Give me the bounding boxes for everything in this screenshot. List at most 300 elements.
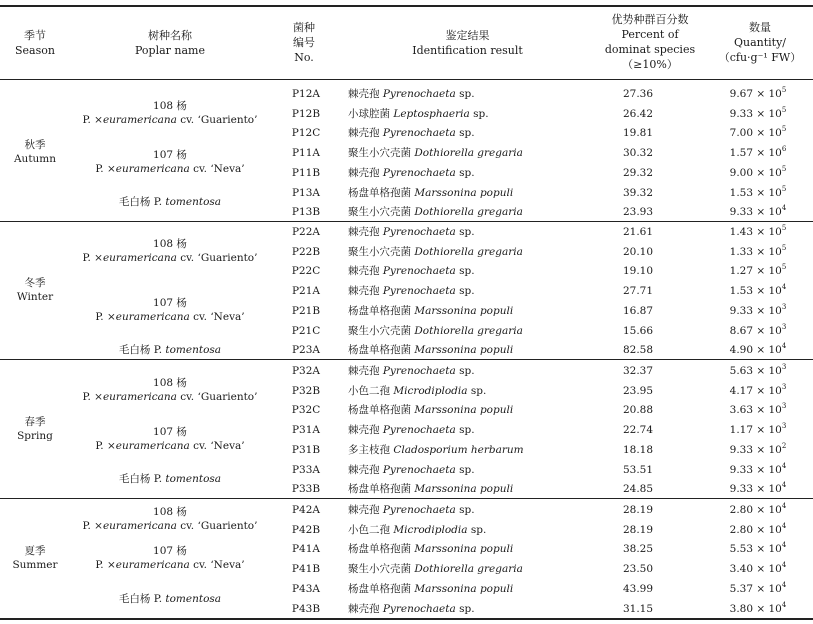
identification: [348, 482, 513, 496]
poplar-sci-prefix: P.: [153, 196, 166, 209]
identification-suffix: sp.: [455, 602, 475, 615]
identification-zh: 棘壳孢: [348, 127, 380, 140]
header-season-en: Season: [15, 44, 55, 57]
header-ident-en: Identification result: [412, 44, 523, 57]
header-percent-en1: Percent of: [621, 28, 679, 41]
header-season-zh: 季节: [24, 29, 46, 42]
strain-number: P22A: [291, 226, 320, 238]
identification-suffix: sp.: [455, 463, 475, 476]
quantity-value: $1.53 \times 10^4$: [729, 283, 787, 298]
strain-number: P13A: [291, 186, 320, 199]
identification: [348, 284, 475, 298]
identification-zh: 棘壳孢: [348, 166, 380, 179]
dominant-percent: 82.58: [622, 344, 654, 357]
poplar-sci-prefix: P. ×: [95, 559, 116, 572]
identification-sci: Pyrenochaeta: [382, 127, 456, 140]
quantity-exponent: 5: [781, 164, 787, 173]
identification: [348, 225, 475, 239]
identification-zh: 小色二孢: [348, 384, 390, 397]
poplar-sci-name: euramericana: [115, 310, 190, 323]
strain-number: P12B: [291, 107, 321, 120]
poplar-sci-prefix: P. ×: [82, 251, 103, 264]
quantity-value: $5.53 \times 10^4$: [729, 541, 787, 556]
header-quantity-en: Quantity/: [733, 36, 787, 49]
identification: [348, 146, 523, 160]
identification-zh: 棘壳孢: [348, 285, 380, 298]
identification-suffix: sp.: [467, 523, 487, 536]
season-en: Summer: [12, 559, 58, 572]
strain-number: P42B: [291, 523, 321, 536]
quantity-exponent: 4: [781, 461, 787, 470]
identification-suffix: sp.: [455, 365, 475, 377]
identification-zh: 棘壳孢: [348, 602, 380, 615]
strain-number: P11A: [291, 147, 320, 160]
identification: [348, 523, 486, 537]
poplar-name-zh: 108 杨: [153, 376, 187, 389]
poplar-line: [60, 195, 280, 209]
quantity-value: $9.33 \times 10^4$: [729, 461, 787, 476]
identification-zh: 多主枝孢: [348, 443, 390, 456]
quantity-mantissa: 9.33: [729, 107, 754, 120]
quantity-value: $8.67 \times 10^3$: [729, 322, 787, 337]
poplar-line-zh: [60, 237, 280, 251]
dominant-percent: 26.42: [622, 107, 654, 120]
poplar-line-sci: [60, 390, 280, 404]
header-quantity: [714, 20, 806, 65]
header-percent-en2: dominat species: [604, 43, 696, 56]
quantity-exponent: 4: [781, 580, 787, 589]
poplar-name: [60, 592, 280, 606]
quantity-value: $1.17 \times 10^3$: [729, 422, 787, 437]
identification: [348, 245, 523, 259]
identification: [348, 562, 523, 576]
quantity-value: $9.33 \times 10^2$: [729, 441, 787, 456]
season-separator: [0, 359, 813, 360]
dominant-percent: 27.71: [622, 285, 654, 298]
poplar-line: [60, 472, 280, 486]
identification: [348, 463, 475, 477]
quantity-value: $9.67 \times 10^5$: [729, 86, 787, 100]
poplar-name: [60, 425, 280, 453]
strain-number: P22B: [291, 245, 321, 258]
header-rule: [0, 79, 813, 80]
poplar-name-zh: 毛白杨: [118, 592, 154, 605]
poplar-cultivar: cv. ‘Guariento’: [176, 519, 258, 532]
quantity-mantissa: 2.80: [729, 504, 754, 516]
identification: [348, 582, 513, 596]
strain-number: P33B: [291, 483, 321, 496]
quantity-exponent: 3: [781, 322, 787, 331]
quantity-mantissa: 9.33: [729, 304, 754, 317]
identification: [348, 205, 523, 219]
dominant-percent: 43.99: [622, 582, 654, 595]
identification: [348, 503, 475, 517]
header-strain-zh1: 菌种: [293, 21, 315, 34]
strain-number: P31B: [291, 443, 321, 456]
season-separator: [0, 221, 813, 222]
season-en: Spring: [17, 429, 53, 442]
dominant-percent: 22.74: [622, 424, 654, 437]
poplar-name-zh: 108 杨: [153, 237, 187, 250]
poplar-name-zh: 毛白杨: [118, 196, 154, 209]
identification-zh: 小球腔菌: [348, 107, 390, 120]
quantity-mantissa: 1.33: [729, 245, 754, 258]
bottom-rule: [0, 618, 813, 620]
poplar-sci-name: euramericana: [102, 251, 177, 264]
quantity-value: $3.40 \times 10^4$: [729, 561, 787, 576]
identification-zh: 杨盘单格孢菌: [348, 483, 411, 496]
strain-number: P43A: [291, 582, 320, 595]
identification: [348, 403, 513, 417]
identification-zh: 杨盘单格孢菌: [348, 543, 411, 556]
header-strain-en: No.: [294, 51, 314, 64]
dominant-percent: 21.61: [622, 226, 654, 238]
header-strain: [278, 20, 330, 65]
identification-zh: 棘壳孢: [348, 226, 380, 238]
season-en: Autumn: [13, 152, 57, 165]
identification-suffix: sp.: [455, 265, 475, 278]
quantity-mantissa: 4.90: [729, 344, 754, 357]
dominant-percent: 29.32: [622, 166, 654, 179]
poplar-line-zh: [60, 505, 280, 519]
quantity-value: $1.43 \times 10^5$: [729, 224, 787, 238]
quantity-exponent: 4: [781, 342, 787, 351]
poplar-cultivar: cv. ‘Neva’: [189, 162, 245, 175]
quantity-exponent: 5: [781, 224, 787, 232]
identification-sci: Dothiorella gregaria: [414, 147, 523, 160]
quantity-mantissa: 5.53: [729, 543, 754, 556]
identification: [348, 87, 475, 101]
quantity-exponent: 3: [781, 402, 787, 411]
quantity-value: $2.80 \times 10^4$: [729, 521, 787, 536]
quantity-mantissa: 3.80: [729, 602, 754, 615]
strain-number: P12C: [291, 127, 321, 140]
quantity-value: $1.33 \times 10^5$: [729, 243, 787, 258]
poplar-line: [60, 592, 280, 606]
poplar-sci-name: euramericana: [102, 390, 177, 403]
dominant-percent: 39.32: [622, 186, 654, 199]
identification: [348, 324, 523, 338]
identification-zh: 聚生小穴壳菌: [348, 563, 411, 576]
quantity-value: $2.80 \times 10^4$: [729, 502, 787, 516]
quantity-exponent: 3: [781, 382, 787, 391]
header-ident: [340, 28, 595, 58]
dominant-percent: 24.85: [622, 483, 654, 496]
poplar-sci-prefix: P. ×: [82, 390, 103, 403]
header-poplar-zh: 树种名称: [148, 29, 192, 42]
identification-sci: Pyrenochaeta: [382, 365, 456, 377]
header-quantity-unit: （cfu·g⁻¹ FW）: [718, 51, 802, 64]
identification-zh: 棘壳孢: [348, 365, 380, 377]
identification-suffix: sp.: [455, 285, 475, 298]
identification-sci: Dothiorella gregaria: [414, 324, 523, 337]
quantity-value: $4.17 \times 10^3$: [729, 382, 787, 397]
poplar-sci-name: tomentosa: [165, 592, 222, 605]
strain-number: P22C: [291, 265, 321, 278]
identification: [348, 602, 475, 616]
quantity-mantissa: 9.00: [729, 166, 754, 179]
identification-zh: 聚生小穴壳菌: [348, 245, 411, 258]
poplar-sci-name: euramericana: [115, 559, 190, 572]
strain-number: P43B: [291, 602, 321, 615]
quantity-mantissa: 3.63: [729, 404, 754, 417]
poplar-name: [60, 544, 280, 572]
quantity-mantissa: 4.17: [729, 384, 754, 397]
dominant-percent: 27.36: [622, 88, 654, 100]
poplar-sci-name: euramericana: [115, 439, 190, 452]
identification: [348, 423, 475, 437]
quantity-exponent: 4: [781, 600, 787, 609]
dominant-percent: 30.32: [622, 147, 654, 160]
dominant-percent: 20.88: [622, 404, 654, 417]
identification-sci: Marssonina populi: [414, 344, 514, 357]
poplar-sci-prefix: P.: [153, 592, 166, 605]
strain-number: P13B: [291, 206, 321, 219]
identification: [348, 126, 475, 140]
strain-number: P21B: [291, 304, 321, 317]
quantity-mantissa: 5.63: [729, 365, 754, 377]
poplar-line-sci: [60, 519, 280, 533]
season-separator: [0, 498, 813, 499]
header-percent-threshold: （≥10%）: [622, 58, 678, 71]
poplar-sci-name: tomentosa: [165, 196, 222, 209]
poplar-line-sci: [60, 113, 280, 127]
identification-sci: Marssonina populi: [414, 483, 514, 496]
quantity-exponent: 5: [781, 105, 787, 114]
poplar-name-zh: 108 杨: [153, 99, 187, 112]
poplar-cultivar: cv. ‘Guariento’: [176, 113, 258, 126]
quantity-value: $9.33 \times 10^4$: [729, 481, 787, 496]
poplar-sci-prefix: P. ×: [95, 162, 116, 175]
identification-zh: 聚生小穴壳菌: [348, 206, 411, 219]
quantity-value: $3.80 \times 10^4$: [729, 600, 787, 615]
identification-zh: 杨盘单格孢菌: [348, 186, 411, 199]
identification-suffix: sp.: [467, 384, 487, 397]
poplar-sci-prefix: P. ×: [82, 519, 103, 532]
quantity-value: $4.90 \times 10^4$: [729, 342, 787, 357]
identification-sci: Marssonina populi: [414, 582, 514, 595]
quantity-mantissa: 8.67: [729, 324, 754, 337]
quantity-value: $5.37 \times 10^4$: [729, 580, 787, 595]
season-zh: 秋季: [24, 138, 46, 151]
poplar-sci-prefix: P. ×: [82, 113, 103, 126]
poplar-line-sci: [60, 558, 280, 572]
identification-suffix: sp.: [455, 166, 475, 179]
quantity-exponent: 3: [781, 422, 787, 431]
poplar-sci-name: euramericana: [115, 162, 190, 175]
identification-suffix: sp.: [455, 504, 475, 516]
poplar-line-zh: [60, 296, 280, 310]
identification-zh: 杨盘单格孢菌: [348, 404, 411, 417]
quantity-exponent: 4: [781, 502, 787, 510]
identification: [348, 364, 475, 378]
identification: [348, 264, 475, 278]
strain-number: P31A: [291, 424, 320, 437]
identification-suffix: sp.: [455, 226, 475, 238]
poplar-line-zh: [60, 148, 280, 162]
poplar-name: [60, 343, 280, 357]
identification-sci: Cladosporium herbarum: [393, 443, 524, 456]
dominant-percent: 16.87: [622, 304, 654, 317]
poplar-sci-name: tomentosa: [165, 344, 222, 357]
identification-suffix: sp.: [469, 107, 489, 120]
dominant-percent: 15.66: [622, 324, 654, 337]
quantity-exponent: 6: [781, 145, 787, 154]
strain-number: P41A: [291, 543, 320, 556]
identification-sci: Leptosphaeria: [393, 107, 470, 120]
quantity-exponent: 4: [781, 204, 787, 213]
season-zh: 春季: [24, 415, 46, 428]
poplar-sci-name: euramericana: [102, 519, 177, 532]
poplar-line-zh: [60, 99, 280, 113]
poplar-name-zh: 108 杨: [153, 505, 187, 518]
identification-sci: Pyrenochaeta: [382, 265, 456, 278]
header-poplar: [70, 28, 270, 58]
identification-sci: Pyrenochaeta: [382, 166, 456, 179]
quantity-value: $1.53 \times 10^5$: [729, 184, 787, 199]
poplar-name: [60, 195, 280, 209]
identification-sci: Dothiorella gregaria: [414, 206, 523, 219]
poplar-name: [60, 148, 280, 176]
identification-sci: Microdiplodia: [393, 523, 468, 536]
quantity-value: $9.33 \times 10^3$: [729, 302, 787, 317]
poplar-sci-name: tomentosa: [165, 473, 222, 486]
header-percent: [596, 12, 704, 72]
poplar-name: [60, 472, 280, 486]
quantity-mantissa: 1.27: [729, 265, 754, 278]
poplar-cultivar: cv. ‘Neva’: [189, 310, 245, 323]
dominant-percent: 28.19: [622, 504, 654, 516]
quantity-value: $9.00 \times 10^5$: [729, 164, 787, 179]
identification-sci: Dothiorella gregaria: [414, 563, 523, 576]
quantity-exponent: 4: [781, 283, 787, 292]
poplar-name-zh: 107 杨: [153, 148, 187, 161]
quantity-exponent: 5: [781, 243, 787, 252]
quantity-mantissa: 5.37: [729, 582, 754, 595]
poplar-sci-prefix: P.: [153, 473, 166, 486]
identification-sci: Pyrenochaeta: [382, 285, 456, 298]
poplar-name-zh: 107 杨: [153, 545, 187, 558]
identification-sci: Pyrenochaeta: [382, 226, 456, 238]
quantity-value: $1.57 \times 10^6$: [729, 145, 787, 160]
top-rule: [0, 5, 813, 7]
poplar-cultivar: cv. ‘Guariento’: [176, 390, 258, 403]
quantity-value: $1.27 \times 10^5$: [729, 263, 787, 278]
quantity-exponent: 5: [781, 125, 787, 134]
quantity-exponent: 4: [781, 521, 787, 530]
identification-sci: Marssonina populi: [414, 543, 514, 556]
quantity-exponent: 2: [781, 441, 787, 450]
identification-sci: Pyrenochaeta: [382, 88, 456, 100]
identification-sci: Dothiorella gregaria: [414, 245, 523, 258]
strain-number: P23A: [291, 344, 320, 357]
poplar-sci-prefix: P. ×: [95, 310, 116, 323]
poplar-line-sci: [60, 251, 280, 265]
quantity-value: $9.33 \times 10^5$: [729, 105, 787, 120]
dominant-percent: 19.10: [622, 265, 654, 278]
identification-sci: Marssonina populi: [414, 404, 514, 417]
identification: [348, 166, 475, 180]
identification-sci: Pyrenochaeta: [382, 424, 456, 437]
identification-sci: Microdiplodia: [393, 384, 468, 397]
strain-number: P11B: [291, 166, 321, 179]
identification-suffix: sp.: [455, 88, 475, 100]
quantity-mantissa: 3.40: [729, 563, 754, 576]
identification: [348, 107, 489, 121]
identification-zh: 棘壳孢: [348, 88, 380, 100]
strain-number: P21A: [291, 285, 320, 298]
identification-sci: Marssonina populi: [414, 186, 514, 199]
quantity-exponent: 3: [781, 363, 787, 371]
quantity-value: $3.63 \times 10^3$: [729, 402, 787, 417]
poplar-line-sci: [60, 439, 280, 453]
identification-zh: 杨盘单格孢菌: [348, 344, 411, 357]
identification-zh: 棘壳孢: [348, 424, 380, 437]
strain-number: P21C: [291, 324, 321, 337]
quantity-value: $7.00 \times 10^5$: [729, 125, 787, 140]
quantity-exponent: 4: [781, 541, 787, 550]
quantity-mantissa: 1.53: [729, 186, 754, 199]
poplar-sci-name: euramericana: [102, 113, 177, 126]
strain-number: P42A: [291, 504, 320, 516]
strain-number: P32A: [291, 365, 320, 377]
quantity-mantissa: 9.33: [729, 206, 754, 219]
identification-zh: 杨盘单格孢菌: [348, 304, 411, 317]
poplar-name: [60, 376, 280, 404]
identification-sci: Pyrenochaeta: [382, 602, 456, 615]
identification-suffix: sp.: [455, 127, 475, 140]
identification-zh: 小色二孢: [348, 523, 390, 536]
poplar-name-zh: 毛白杨: [118, 473, 154, 486]
poplar-line-zh: [60, 425, 280, 439]
identification-zh: 棘壳孢: [348, 463, 380, 476]
poplar-line-sci: [60, 162, 280, 176]
identification: [348, 304, 513, 318]
season-zh: 夏季: [24, 545, 46, 558]
dominant-percent: 18.18: [622, 443, 654, 456]
header-ident-zh: 鉴定结果: [445, 29, 490, 42]
quantity-value: $5.63 \times 10^3$: [729, 363, 787, 377]
dominant-percent: 38.25: [622, 543, 654, 556]
quantity-mantissa: 1.57: [729, 147, 754, 160]
dominant-percent: 23.50: [622, 563, 654, 576]
quantity-exponent: 4: [781, 561, 787, 570]
quantity-mantissa: 1.53: [729, 285, 754, 298]
identification: [348, 343, 513, 357]
identification: [348, 384, 486, 398]
quantity-mantissa: 9.33: [729, 463, 754, 476]
quantity-exponent: 4: [781, 481, 787, 490]
quantity-value: $9.33 \times 10^4$: [729, 204, 787, 219]
dominant-percent: 53.51: [622, 463, 654, 476]
header-season: [0, 28, 70, 58]
poplar-name-zh: 毛白杨: [118, 344, 154, 357]
quantity-mantissa: 2.80: [729, 523, 754, 536]
poplar-name: [60, 505, 280, 533]
poplar-line: [60, 343, 280, 357]
poplar-line-zh: [60, 376, 280, 390]
identification: [348, 542, 513, 556]
quantity-exponent: 3: [781, 302, 787, 311]
header-quantity-zh: 数量: [749, 21, 771, 34]
identification: [348, 186, 513, 200]
poplar-name-zh: 107 杨: [153, 296, 187, 309]
quantity-exponent: 5: [781, 263, 787, 272]
strain-number: P12A: [291, 88, 320, 100]
poplar-sci-prefix: P.: [153, 344, 166, 357]
strain-number: P32B: [291, 384, 321, 397]
poplar-name: [60, 296, 280, 324]
